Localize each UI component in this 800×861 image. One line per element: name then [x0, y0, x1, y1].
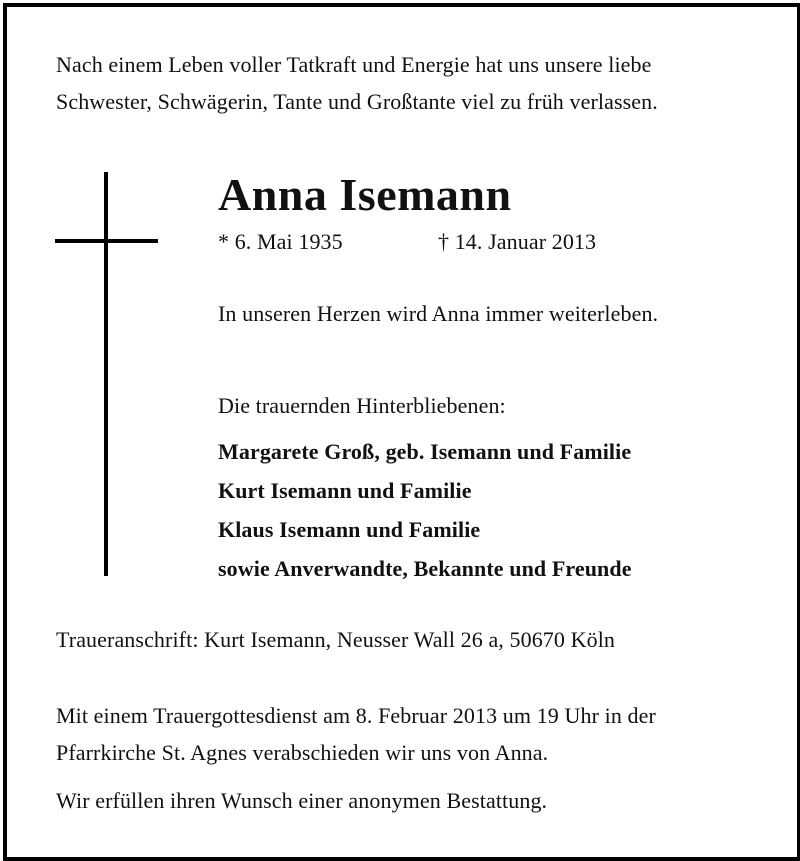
deceased-name: Anna Isemann [218, 169, 512, 220]
service-line-1: Mit einem Trauergottesdienst am 8. Februar 2013 um 19 Uhr in der [56, 703, 656, 728]
obituary-frame [3, 3, 800, 861]
cross-icon-vertical-bar [104, 172, 108, 576]
mourner-name: Kurt Isemann und Familie [218, 478, 472, 503]
death-date: † 14. Januar 2013 [438, 229, 597, 254]
cross-icon-horizontal-bar [55, 239, 158, 243]
intro-line-2: Schwester, Schwägerin, Tante und Großtante viel zu früh verlassen. [56, 89, 658, 114]
memorial-quote: In unseren Herzen wird Anna immer weiterleben. [218, 301, 659, 326]
mourner-name: sowie Anverwandte, Bekannte und Freunde [218, 556, 632, 581]
mourning-address: Traueranschrift: Kurt Isemann, Neusser Wall 26 a, 50670 Köln [56, 627, 616, 652]
intro-line-1: Nach einem Leben voller Tatkraft und Energie hat uns unsere liebe [56, 52, 652, 77]
mourners-heading: Die trauernden Hinterbliebenen: [218, 393, 506, 418]
service-line-2: Pfarrkirche St. Agnes verabschieden wir uns von Anna. [56, 740, 549, 765]
burial-wish: Wir erfüllen ihren Wunsch einer anonymen Bestattung. [56, 788, 548, 813]
mourner-name: Klaus Isemann und Familie [218, 517, 481, 542]
birth-date: * 6. Mai 1935 [218, 229, 343, 254]
mourner-name: Margarete Groß, geb. Isemann und Familie [218, 439, 632, 464]
